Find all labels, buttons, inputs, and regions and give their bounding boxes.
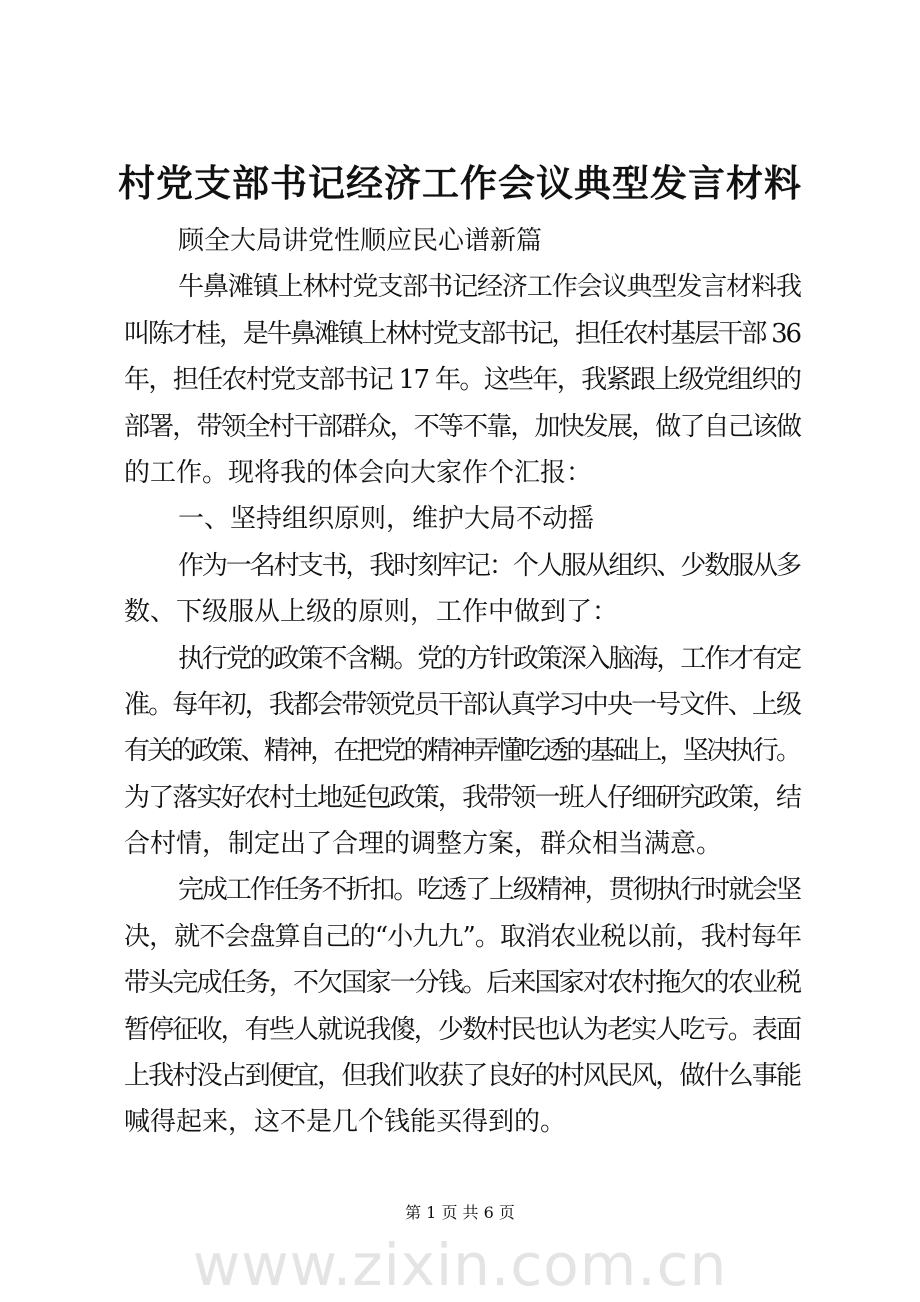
document-body	[124, 218, 802, 1146]
text-line: 上我村没占到便宜，但我们收获了良好的村风民风，做什么事能	[124, 1061, 801, 1092]
text-line: 数、下级服从上级的原则，工作中做到了：	[124, 597, 619, 628]
text-line: 完成工作任务不折扣。吃透了上级精神，贯彻执行时就会坚	[178, 875, 800, 906]
text-line: 喊得起来，这不是几个钱能买得到的。	[124, 1107, 567, 1138]
text-line: 为了落实好农村土地延包政策，我带领一班人仔细研究政策，结	[124, 782, 801, 813]
text-line: 叫陈才桂，是牛鼻滩镇上林村党支部书记，担任农村基层干部 36	[124, 318, 800, 349]
text-line: 一、坚持组织原则，维护大局不动摇	[178, 504, 595, 535]
text-line: 执行党的政策不含糊。党的方针政策深入脑海，工作才有定	[178, 643, 800, 674]
text-line: 的工作。现将我的体会向大家作个汇报：	[124, 457, 593, 488]
text-line: 年，担任农村党支部书记 17 年。这些年，我紧跟上级党组织的	[124, 365, 801, 396]
text-line: 部署，带领全村干部群众，不等不靠，加快发展，做了自己该做	[124, 411, 801, 442]
text-line: 合村情，制定出了合理的调整方案，群众相当满意。	[124, 829, 723, 860]
text-line: 暂停征收，有些人就说我傻，少数村民也认为老实人吃亏。表面	[124, 1014, 801, 1045]
watermark: www.zixin.com.cn	[192, 1231, 728, 1299]
text-line: 作为一名村支书，我时刻牢记：个人服从组织、少数服从多	[178, 550, 800, 581]
text-line: 准。每年初，我都会带领党员干部认真学习中央一号文件、上级	[124, 689, 801, 720]
text-line: 决，就不会盘算自己的“小九九”。取消农业税以前，我村每年	[124, 921, 802, 952]
text-line: 带头完成任务，不欠国家一分钱。后来国家对农村拖欠的农业税	[124, 968, 801, 999]
document-title: 村党支部书记经济工作会议典型发言材料	[118, 161, 802, 205]
page-footer: 第 1 页 共 6 页	[405, 1203, 515, 1222]
text-line: 牛鼻滩镇上林村党支部书记经济工作会议典型发言材料我	[178, 272, 801, 303]
text-line: 有关的政策、精神，在把党的精神弄懂吃透的基础上，坚决执行。	[124, 736, 800, 767]
text-line: 顾全大局讲党性顺应民心谱新篇	[178, 226, 543, 256]
